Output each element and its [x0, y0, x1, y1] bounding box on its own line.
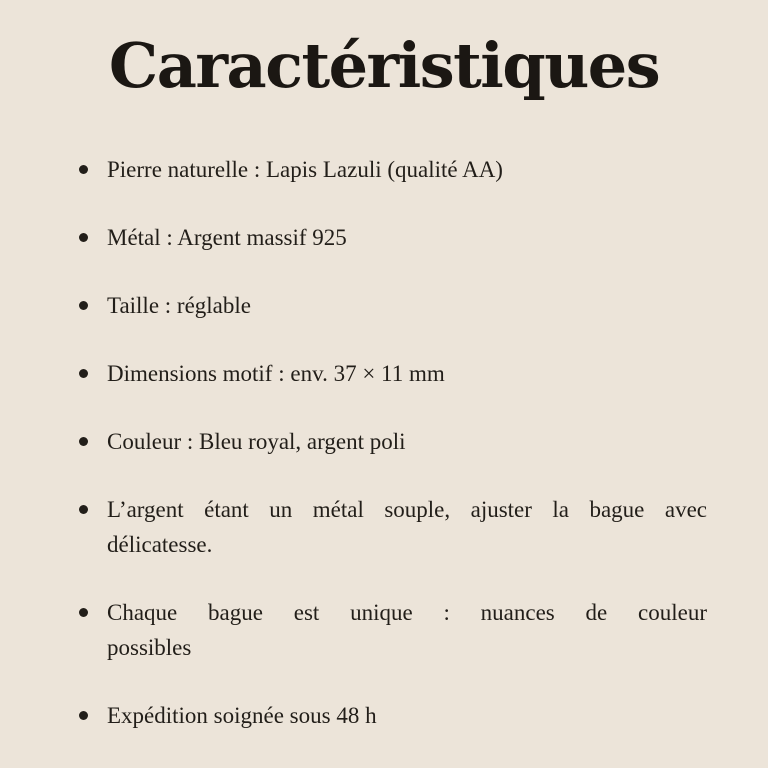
feature-text: Couleur : Bleu royal, argent poli — [107, 429, 406, 455]
bullet-icon — [79, 505, 88, 514]
features-list — [107, 152, 707, 733]
feature-item-color — [107, 424, 707, 459]
feature-item-metal — [107, 220, 707, 255]
bullet-icon — [79, 233, 88, 242]
feature-item-dimensions — [107, 356, 707, 391]
feature-text: Dimensions motif : env. 37 × 11 mm — [107, 361, 445, 387]
bullet-icon — [79, 608, 88, 617]
bullet-icon — [79, 165, 88, 174]
feature-text: possibles — [107, 635, 192, 661]
bullet-icon — [79, 301, 88, 310]
feature-text: Taille : réglable — [107, 293, 251, 319]
feature-item-uniqueness — [107, 595, 707, 665]
feature-text: Expédition soignée sous 48 h — [107, 703, 377, 729]
bullet-icon — [79, 369, 88, 378]
feature-item-care — [107, 492, 707, 562]
feature-item-size — [107, 288, 707, 323]
feature-text: L’argent étant un métal souple, ajuster la bague avec — [107, 497, 707, 523]
feature-text: Pierre naturelle : Lapis Lazuli (qualité AA) — [107, 157, 503, 183]
feature-text: Métal : Argent massif 925 — [107, 225, 347, 251]
feature-item-stone — [107, 152, 707, 187]
page-title: Caractéristiques — [108, 29, 660, 102]
bullet-icon — [79, 437, 88, 446]
feature-item-shipping — [107, 698, 707, 733]
feature-text: délicatesse. — [107, 532, 213, 558]
feature-text: Chaque bague est unique : nuances de couleur — [107, 600, 707, 626]
bullet-icon — [79, 711, 88, 720]
